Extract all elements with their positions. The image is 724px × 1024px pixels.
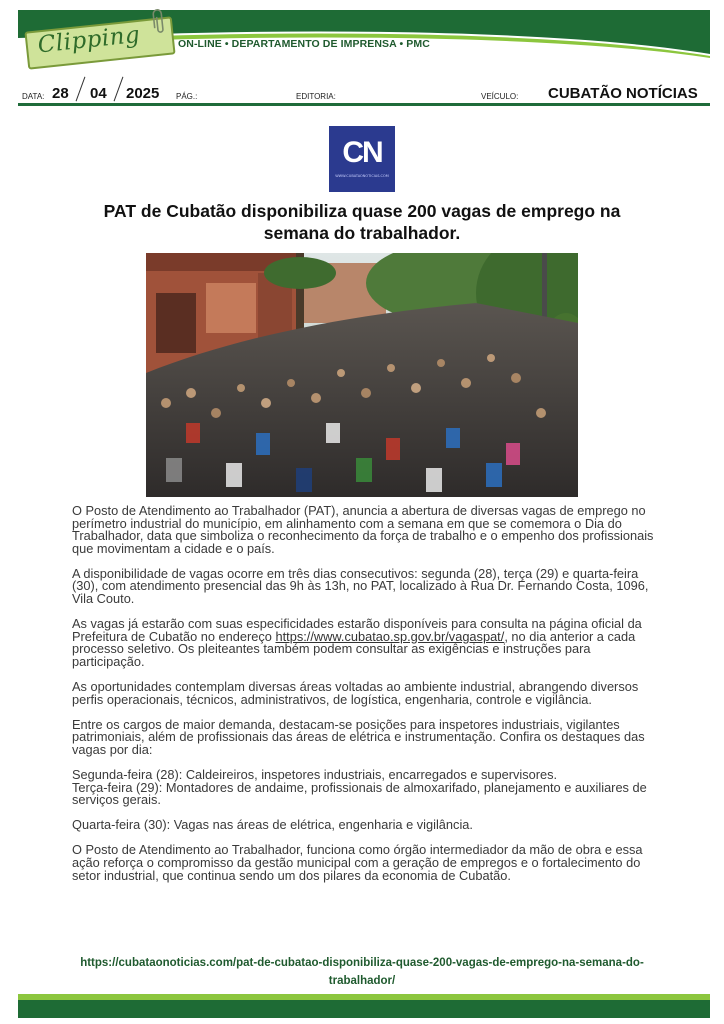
article-paragraph: O Posto de Atendimento ao Trabalhador (PAT), anuncia a abertura de diversas vagas de emprego no perímetro industrial do município, em alinhamento com a semana em que se comemora o Dia do Trabalhador, data que simboliza o reconhecimento da força de trabalho e o empenho dos profissionais que movimentam a cidade e o país.	[72, 503, 654, 556]
date-slash	[76, 77, 86, 102]
meta-divider	[18, 103, 710, 106]
article-paragraph	[72, 618, 657, 668]
article-paragraph: Quarta-feira (30): Vagas nas áreas de elétrica, engenharia e vigilância.	[72, 817, 473, 833]
header-subtitle: ON-LINE • DEPARTAMENTO DE IMPRENSA • PMC	[178, 38, 430, 50]
article-headline: PAT de Cubatão disponibiliza quase 200 vagas de emprego na semana do trabalhador.	[103, 201, 621, 243]
source-url-link[interactable]: https://cubataonoticias.com/pat-de-cubatao-disponibiliza-quase-200-vagas-de-emprego-na-semana-do-trabalhador/	[80, 957, 644, 987]
article-paragraph: A disponibilidade de vagas ocorre em três dias consecutivos: segunda (28), terça (29) e quarta-feira (30), com atendimento presencial das 9h às 13h, no PAT, localizado à Rua Dr. Fernando Costa, 1096, Vila Couto.	[72, 565, 649, 607]
article-paragraph: Entre os cargos de maior demanda, destacam-se posições para inspetores industriais, vigilantes patrimoniais, além de profissionais das áreas de elétrica e instrumentação. Confira os destaques das vagas por dia:	[72, 716, 645, 757]
page-label: PÁG.:	[176, 92, 198, 101]
vagas-pat-link[interactable]: https://www.cubatao.sp.gov.br/vagaspat/	[275, 628, 505, 644]
veiculo-label: VEÍCULO:	[481, 92, 519, 101]
clipping-logo-text: Clipping	[36, 21, 142, 59]
article-paragraph: O Posto de Atendimento ao Trabalhador, funciona como órgão intermediador da mão de obra e essa ação reforça o compromisso da gestão municipal com a geração de empregos e o fortalecimento do setor industrial, que continua sendo um dos pilares da economia de Cubatão.	[72, 842, 643, 883]
footer-stripe-dark	[18, 1000, 710, 1018]
article-paragraph	[72, 769, 657, 807]
crowd-photo	[146, 253, 578, 497]
cn-logo-letters: CN	[342, 136, 382, 169]
date-label: DATA:	[22, 92, 45, 101]
date-slash	[114, 77, 124, 102]
date-year: 2025	[126, 85, 160, 102]
paperclip-icon	[149, 7, 168, 35]
date-month: 04	[90, 85, 107, 102]
date-day: 28	[52, 85, 69, 102]
cn-logo-url: WWW.CUBATAONOTICIAS.COM	[335, 174, 389, 178]
schedule-monday: Segunda-feira (28): Caldeireiros, inspetores industriais, encarregados e supervisores.	[72, 767, 558, 782]
paragraph-text: As vagas já estarão com suas especificidades estarão disponíveis para consulta na página oficial da Prefeitura de Cubatão no endereço	[72, 616, 642, 644]
paragraph-text: , no dia anterior a cada processo seletivo. Os pleiteantes também podem consultar as exigências e instruções para participação.	[72, 628, 636, 669]
editoria-label: EDITORIA:	[296, 92, 336, 101]
schedule-tuesday: Terça-feira (29): Montadores de andaime, profissionais de almoxarifado, planejamento e auxiliares de serviços gerais.	[72, 779, 647, 808]
article-body	[72, 505, 657, 895]
veiculo-name: CUBATÃO NOTÍCIAS	[548, 85, 698, 102]
article-paragraph: As oportunidades contemplam diversas áreas voltadas ao ambiente industrial, abrangendo diversos perfis operacionais, técnicos, administrativos, de logística, engenharia, controle e vigilância.	[72, 679, 639, 707]
cubatao-noticias-logo	[329, 126, 395, 192]
